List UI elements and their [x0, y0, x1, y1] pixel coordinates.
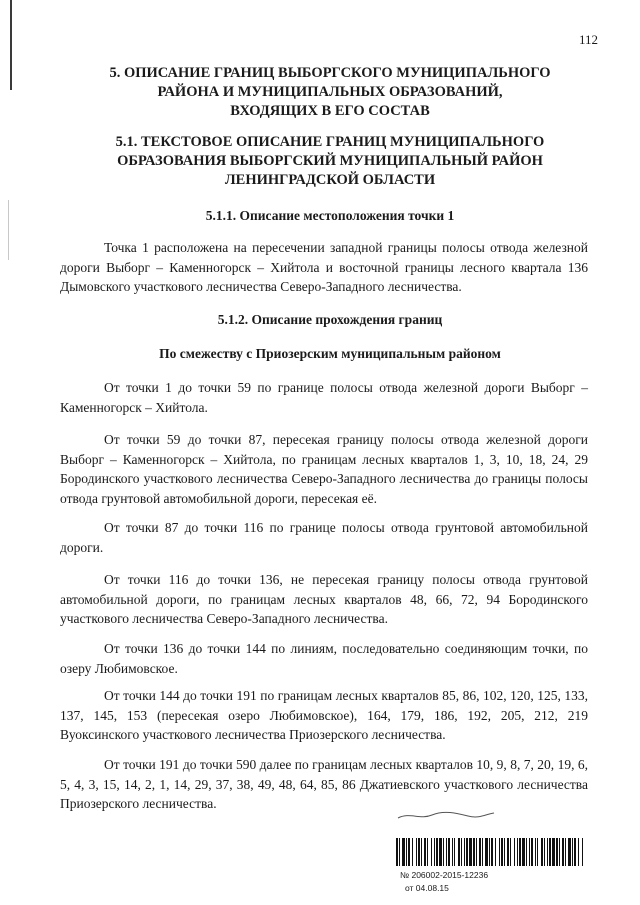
section-heading [60, 133, 600, 190]
section-heading-line: ОБРАЗОВАНИЯ ВЫБОРГСКИЙ МУНИЦИПАЛЬНЫЙ РАЙОН [117, 153, 543, 169]
signature [396, 808, 496, 822]
paragraph-boundary: От точки 87 до точки 116 по границе полосы отвода грунтовой автомобильной дороги. [60, 520, 588, 555]
paragraph-boundary: От точки 144 до точки 191 по границам лесных кварталов 85, 86, 102, 120, 125, 133, 137, 145, 153 (пересекая озеро Любимовское), 164, 179, 186, 192, 205, 212, 219 Вуоксинского участкового лесничества Приозерского лесничества. [60, 688, 588, 742]
section-heading-line: ЛЕНИНГРАДСКОЙ ОБЛАСТИ [224, 172, 436, 188]
adjacency-heading: По смежеству с Приозерским муниципальным районом [159, 346, 501, 361]
subsection-heading-boundaries: 5.1.2. Описание прохождения границ [217, 312, 443, 327]
subsection-heading-point1: 5.1.1. Описание местоположения точки 1 [205, 208, 455, 223]
registration-number: № 206002-2015-12236 [400, 870, 489, 880]
page-number: 112 [578, 32, 598, 47]
page-margin-rule [10, 0, 12, 90]
registration-date: от 04.08.15 [405, 883, 449, 893]
main-heading-line: 5. ОПИСАНИЕ ГРАНИЦ ВЫБОРГСКОГО МУНИЦИПАЛЬНОГО [109, 65, 551, 81]
paragraph-boundary: От точки 59 до точки 87, пересекая границу полосы отвода железной дороги Выборг – Каменногорск – Хийтола, по границам лесных кварталов 1, 3, 10, 18, 24, 29 Бородинского участкового лесничества Северо-Западного лесничества до границы полосы отвода грунтовой автомобильной дороги, пересекая её. [60, 432, 588, 506]
main-heading-line: ВХОДЯЩИХ В ЕГО СОСТАВ [230, 103, 430, 119]
paragraph-boundary: От точки 1 до точки 59 по границе полосы отвода железной дороги Выборг – Каменногорск – Хийтола. [60, 380, 588, 415]
main-heading-line: РАЙОНА И МУНИЦИПАЛЬНЫХ ОБРАЗОВАНИЙ, [157, 84, 503, 100]
main-heading [60, 64, 600, 121]
section-heading-line: 5.1. ТЕКСТОВОЕ ОПИСАНИЕ ГРАНИЦ МУНИЦИПАЛЬНОГО [115, 134, 545, 150]
registration-barcode [396, 838, 586, 866]
paragraph-point1-location: Точка 1 расположена на пересечении западной границы полосы отвода железной дороги Выборг – Каменногорск – Хийтола и восточной границы лесного квартала 136 Дымовского участкового лесничества Северо-Западного лесничества. [60, 240, 588, 294]
paragraph-boundary: От точки 116 до точки 136, не пересекая границу полосы отвода грунтовой автомобильной дороги, по границам лесных кварталов 48, 66, 72, 94 Бородинского участкового лесничества Северо-Западного лесничества. [60, 572, 588, 626]
paragraph-boundary: От точки 136 до точки 144 по линиям, последовательно соединяющим точки, по озеру Любимовское. [60, 641, 588, 676]
paragraph-boundary: От точки 191 до точки 590 далее по границам лесных кварталов 10, 9, 8, 7, 20, 19, 6, 5, 4, 3, 15, 14, 2, 1, 14, 29, 37, 38, 49, 48, 64, 85, 86 Джатиевского участкового лесничества Приозерского лесничества. [60, 757, 588, 811]
page-margin-mark [8, 200, 9, 260]
